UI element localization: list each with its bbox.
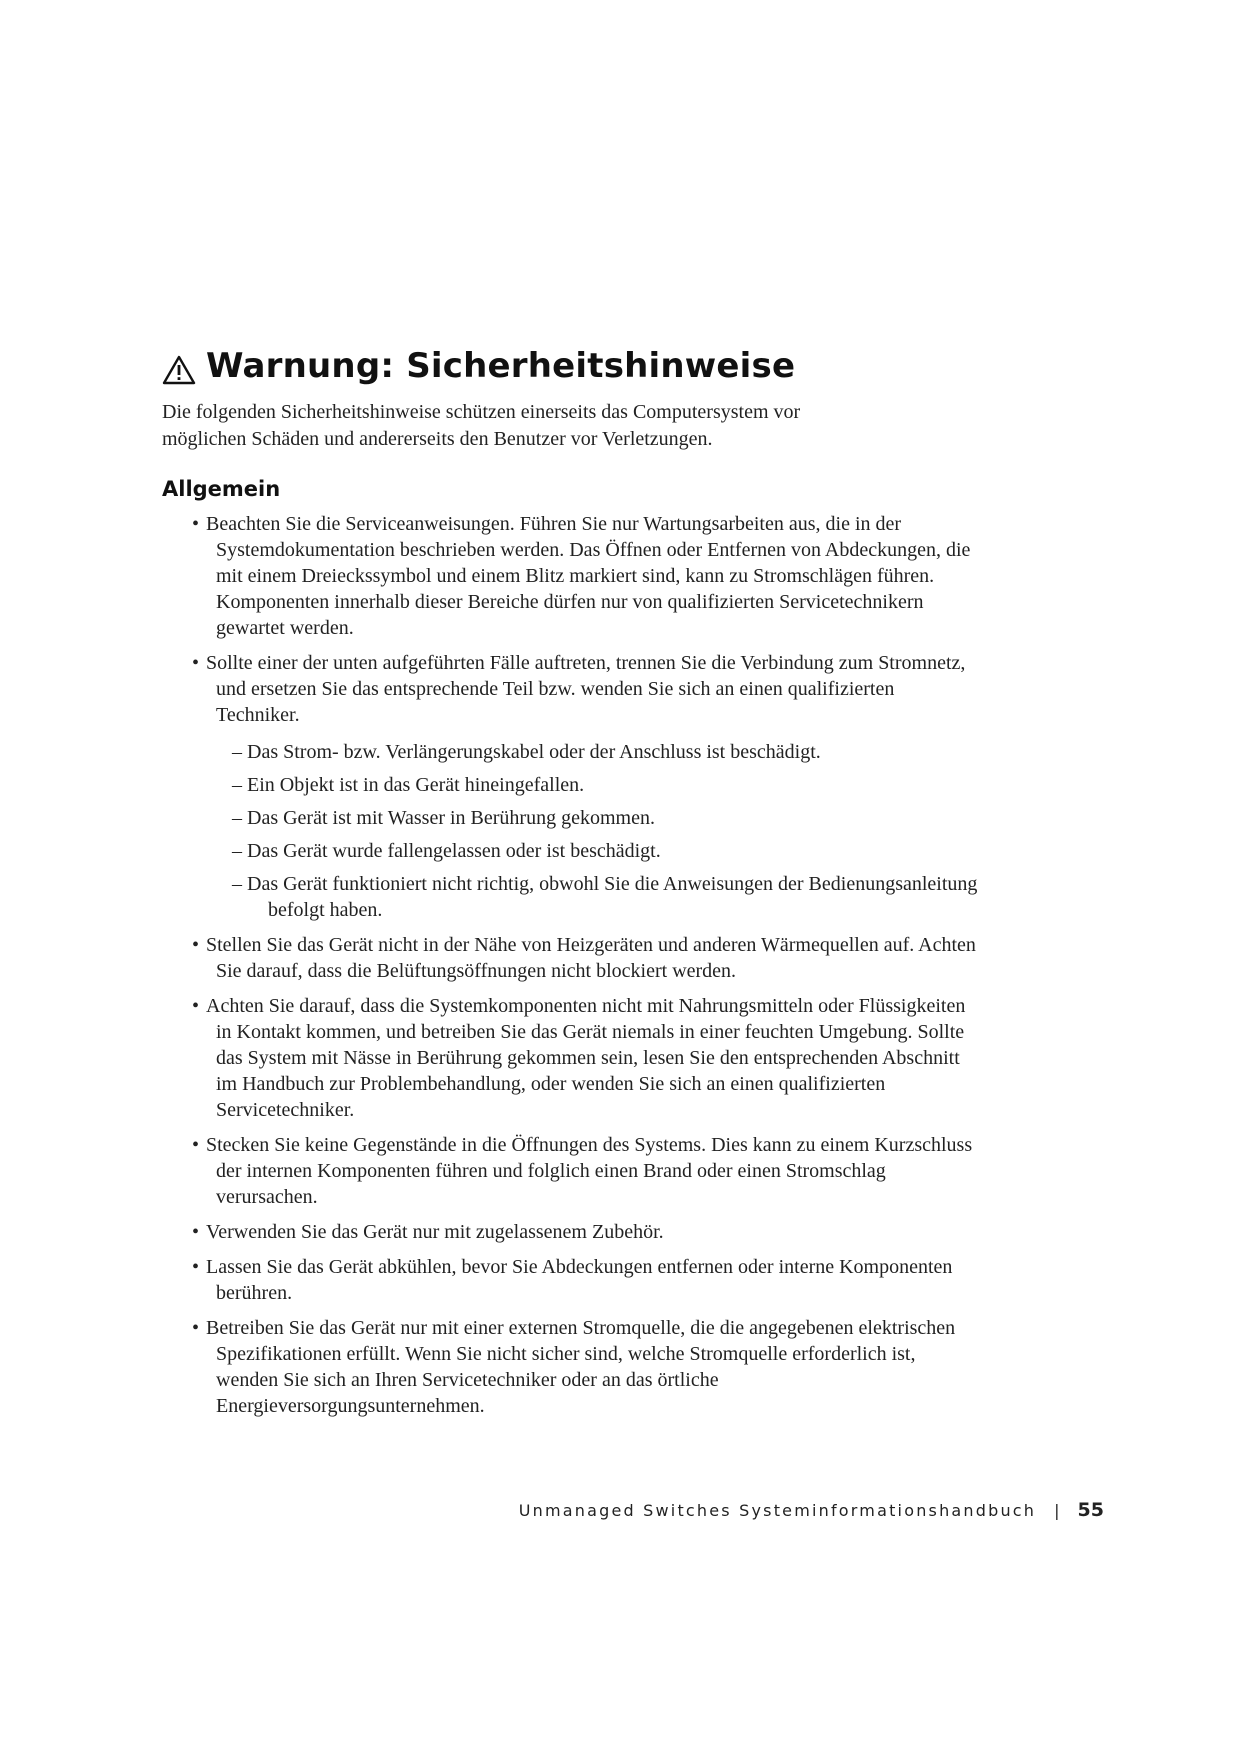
- list-item: [170, 1219, 982, 1245]
- page-number: 55: [1077, 1499, 1104, 1521]
- dash-marker: –: [232, 840, 247, 862]
- dash-marker: –: [232, 741, 247, 763]
- bullet-marker: •: [192, 1221, 200, 1243]
- page-footer: [519, 1499, 1104, 1521]
- bullet-marker: •: [192, 1317, 200, 1339]
- sub-list-item-text: Ein Objekt ist in das Gerät hineingefallen.: [247, 774, 585, 796]
- bullet-marker: •: [192, 1256, 200, 1278]
- sub-list-item: [232, 805, 982, 831]
- bullet-marker: •: [192, 934, 200, 956]
- safety-list: [162, 511, 982, 1419]
- sub-list-item-text: Das Gerät ist mit Wasser in Berührung gekommen.: [247, 807, 655, 829]
- list-item: [170, 993, 982, 1123]
- list-item: [170, 1132, 982, 1210]
- sub-list-item: [232, 838, 982, 864]
- page-content: [162, 342, 982, 1428]
- intro-paragraph: Die folgenden Sicherheitshinweise schützen einerseits das Computersystem vor möglichen Schäden und andererseits den Benutzer vor Verletzungen.: [162, 401, 801, 450]
- list-item: [170, 650, 982, 923]
- dash-marker: –: [232, 774, 247, 796]
- page-title-text: Warnung: Sicherheitshinweise: [206, 346, 796, 386]
- bullet-marker: •: [192, 513, 200, 535]
- section-heading: Allgemein: [162, 477, 281, 501]
- bullet-marker: •: [192, 652, 200, 674]
- sub-list-item: [232, 739, 982, 765]
- list-item: [170, 511, 982, 641]
- footer-title: Unmanaged Switches Systeminformationshandbuch: [518, 1500, 1037, 1520]
- list-item-text: Verwenden Sie das Gerät nur mit zugelassenem Zubehör.: [206, 1221, 664, 1243]
- list-item-text: Achten Sie darauf, dass die Systemkomponenten nicht mit Nahrungsmitteln oder Flüssigkeiten in Kontakt kommen, und betreiben Sie das Gerät niemals in einer feuchten Umgebung. Sollte das System mit Nässe in Berührung gekommen sein, lesen Sie den entsprechenden Abschnitt im Handbuch zur Problembehandlung, oder wenden Sie sich an einen qualifizierten Servicetechniker.: [206, 995, 966, 1121]
- list-item-text: Beachten Sie die Serviceanweisungen. Führen Sie nur Wartungsarbeiten aus, die in der Systemdokumentation beschrieben werden. Das Öffnen oder Entfernen von Abdeckungen, die mit einem Dreieckssymbol und einem Blitz markiert sind, kann zu Stromschlägen führen. Komponenten innerhalb dieser Bereiche dürfen nur von qualifizierten Servicetechnikern gewartet werden.: [206, 513, 971, 639]
- sub-list-item: [232, 772, 982, 798]
- list-item-text: Stecken Sie keine Gegenstände in die Öffnungen des Systems. Dies kann zu einem Kurzschluss der internen Komponenten führen und folglich einen Brand oder einen Stromschlag verursachen.: [206, 1134, 973, 1208]
- page-title: [162, 342, 982, 390]
- sub-list-item: [232, 871, 982, 923]
- list-item: [170, 1315, 982, 1419]
- sub-list: [216, 739, 982, 923]
- sub-list-item-text: Das Gerät funktioniert nicht richtig, obwohl Sie die Anweisungen der Bedienungsanleitung befolgt haben.: [247, 873, 978, 921]
- warning-triangle-icon: [162, 355, 196, 385]
- bullet-marker: •: [192, 1134, 200, 1156]
- list-item-text: Stellen Sie das Gerät nicht in der Nähe von Heizgeräten und anderen Wärmequellen auf. Achten Sie darauf, dass die Belüftungsöffnungen nicht blockiert werden.: [206, 934, 976, 982]
- sub-list-item-text: Das Gerät wurde fallengelassen oder ist beschädigt.: [247, 840, 661, 862]
- list-item: [170, 1254, 982, 1306]
- bullet-marker: •: [192, 995, 200, 1017]
- sub-list-item-text: Das Strom- bzw. Verlängerungskabel oder der Anschluss ist beschädigt.: [247, 741, 821, 763]
- dash-marker: –: [232, 807, 247, 829]
- list-item-text: Sollte einer der unten aufgeführten Fälle auftreten, trennen Sie die Verbindung zum Stromnetz, und ersetzen Sie das entsprechende Teil bzw. wenden Sie sich an einen qualifizierten Techniker.: [206, 652, 966, 726]
- list-item-text: Betreiben Sie das Gerät nur mit einer externen Stromquelle, die die angegebenen elektrischen Spezifikationen erfüllt. Wenn Sie nicht sicher sind, welche Stromquelle erforderlich ist, wenden Sie sich an Ihren Servicetechniker oder an das örtliche Energieversorgungsunternehmen.: [206, 1317, 956, 1417]
- dash-marker: –: [232, 873, 247, 895]
- list-item-text: Lassen Sie das Gerät abkühlen, bevor Sie Abdeckungen entfernen oder interne Komponenten berühren.: [206, 1256, 953, 1304]
- list-item: [170, 932, 982, 984]
- footer-separator: |: [1054, 1500, 1060, 1520]
